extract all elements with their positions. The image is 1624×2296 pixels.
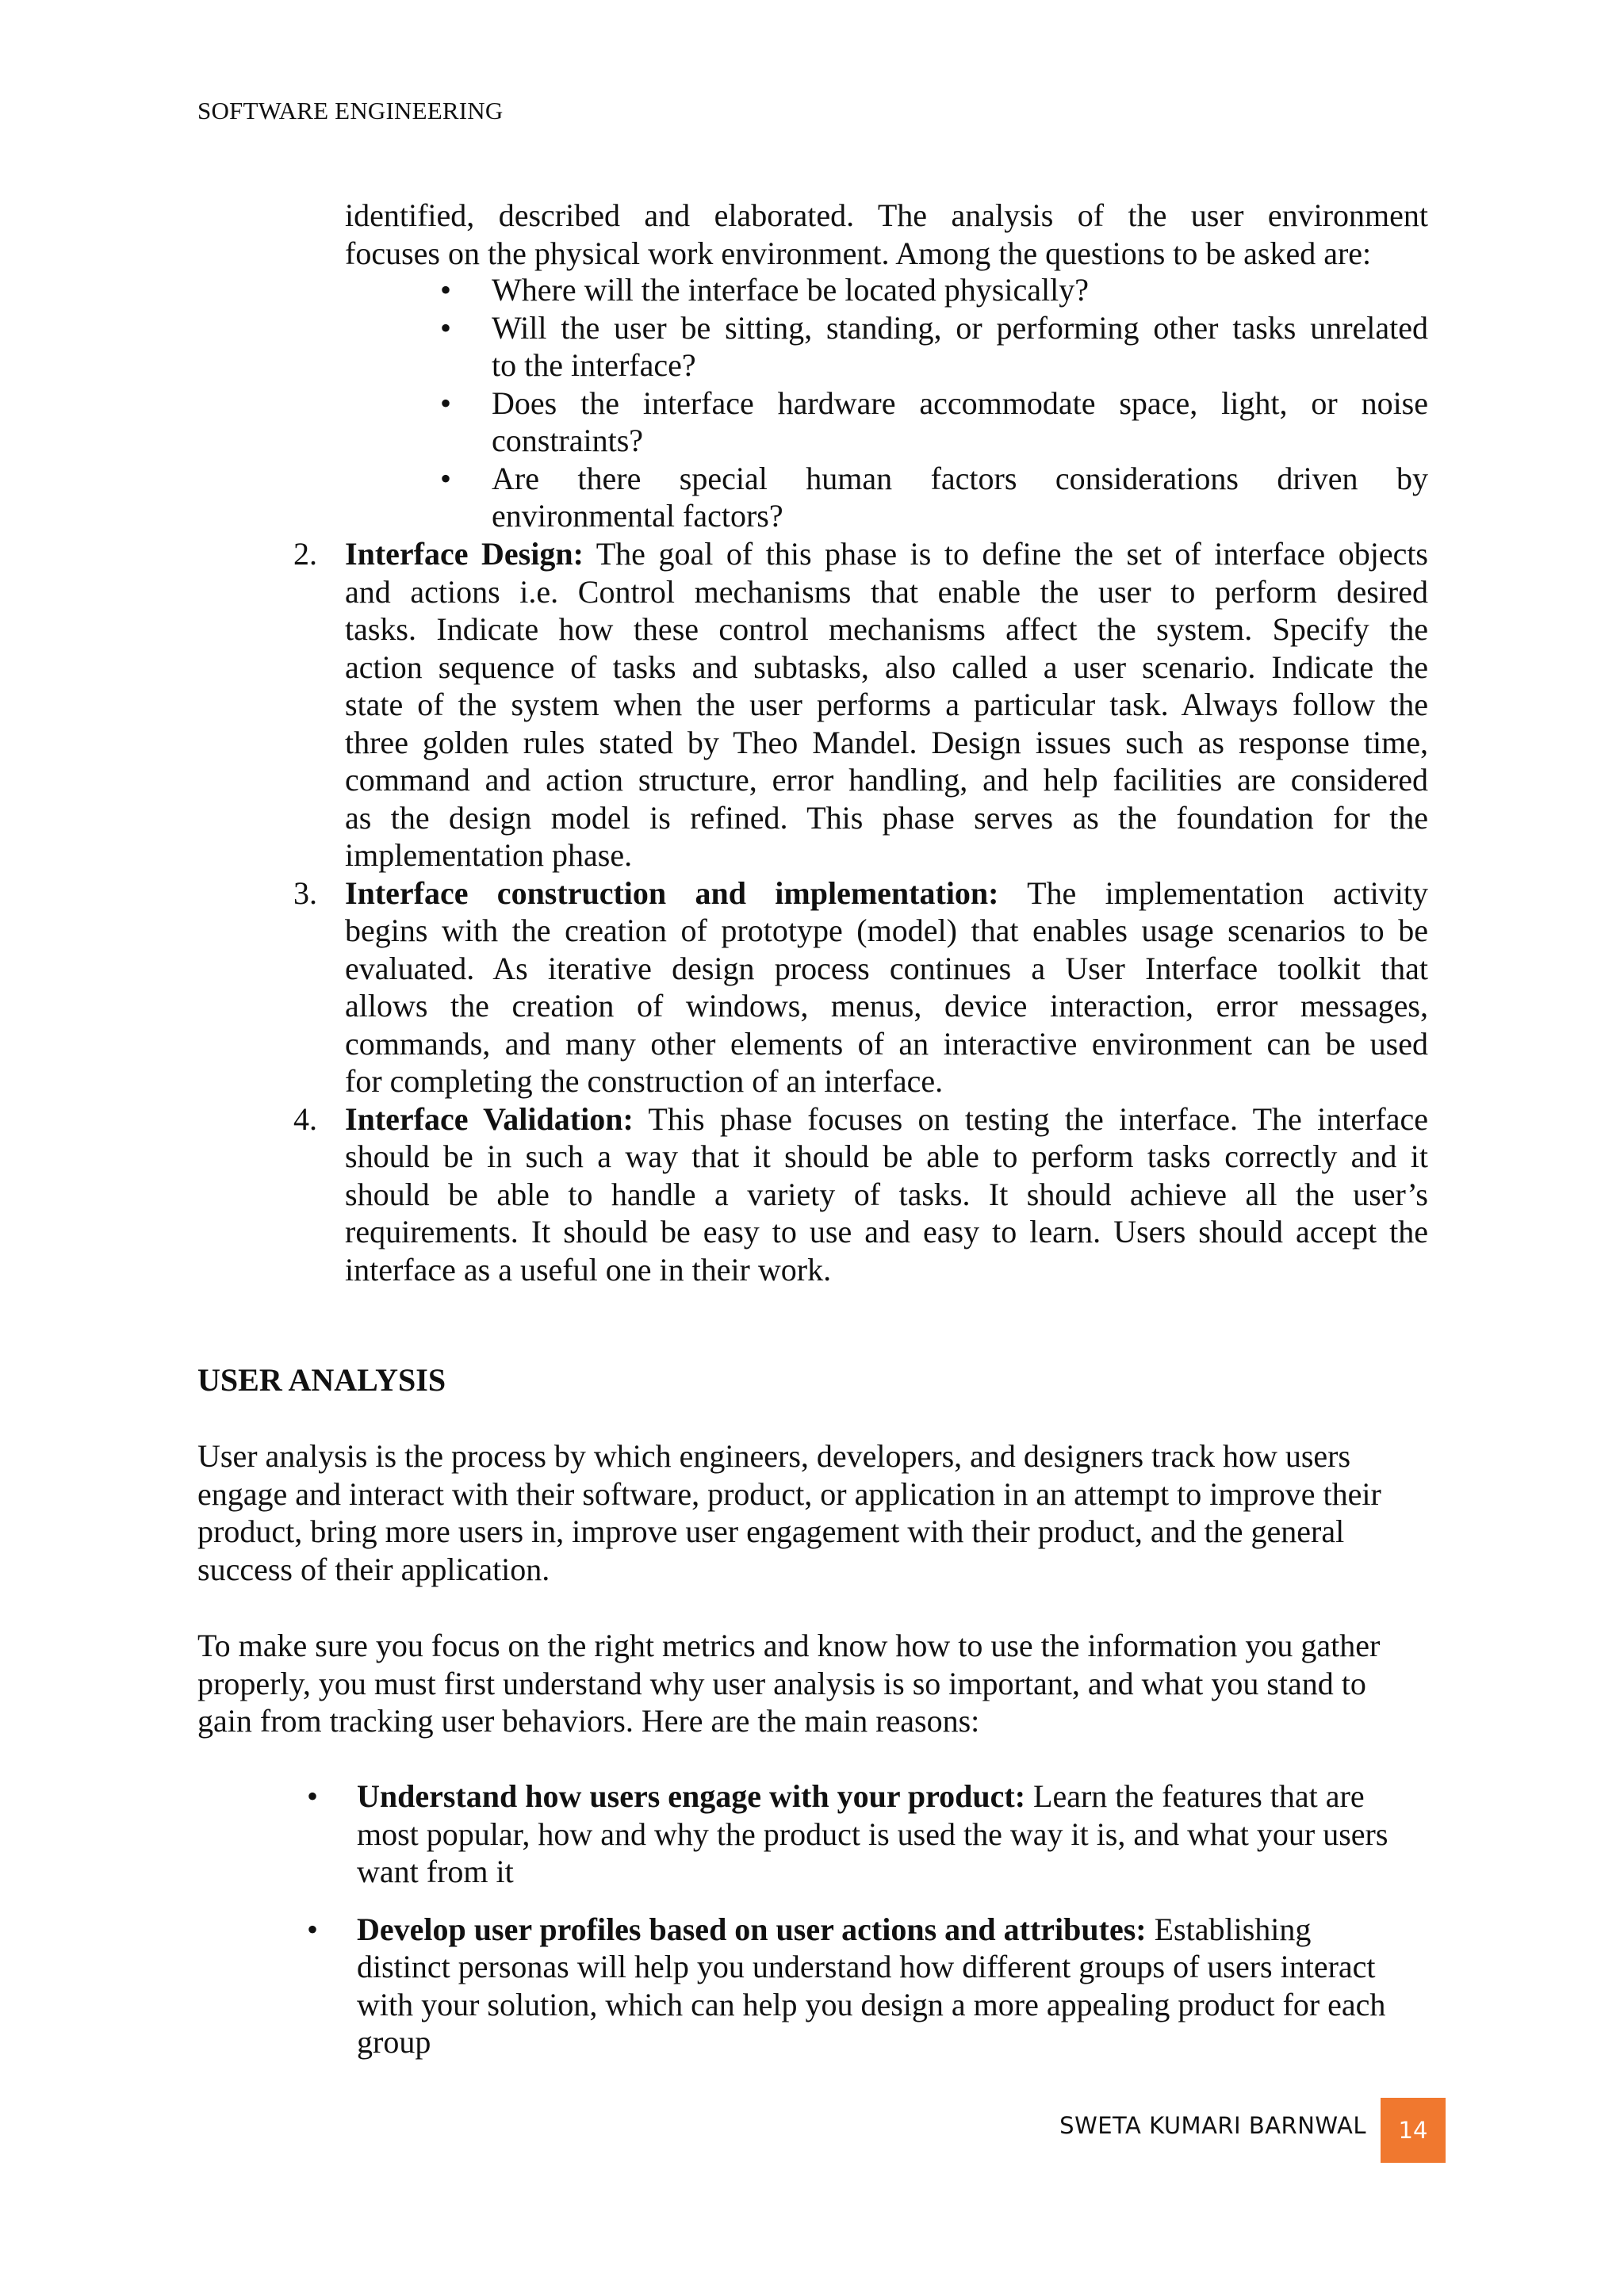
text-line: engage and interact with their software, product, or application in an attempt to improve their (197, 1475, 1381, 1512)
list-number: 2. (293, 536, 317, 572)
text-line (345, 1100, 1428, 1138)
text-line: to the interface? (492, 347, 696, 383)
text-line: should be able to handle a variety of tasks. It should achieve all the user’s (345, 1176, 1428, 1212)
text-line: product, bring more users in, improve user engagement with their product, and the general (197, 1513, 1345, 1549)
text-line: state of the system when the user performs a particular task. Always follow the (345, 687, 1428, 722)
text-line: begins with the creation of prototype (model) that enables usage scenarios to be (345, 913, 1428, 948)
text-line: environmental factors? (492, 498, 783, 534)
text-span: The goal of this phase is to define the set of interface objects (583, 536, 1429, 572)
text-line: and actions i.e. Control mechanisms that enable the user to perform desired (345, 573, 1428, 610)
list-item (440, 309, 1428, 385)
bullet-icon: • (307, 1911, 319, 1947)
list-item (307, 1911, 1433, 2061)
phase-item (293, 535, 1428, 874)
phases-list (293, 535, 1428, 1288)
text-line: focuses on the physical work environment. Among the questions to be asked are: (345, 235, 1372, 271)
list-item (440, 271, 1428, 309)
text-line (345, 874, 1428, 913)
list-number: 3. (293, 874, 317, 911)
text-line: evaluated. As iterative design process continues a User Interface toolkit that (345, 950, 1428, 986)
list-item (440, 460, 1428, 535)
phase-item (293, 874, 1428, 1100)
text-line: for completing the construction of an interface. (345, 1063, 944, 1099)
bullet-icon: • (440, 385, 452, 421)
text-line: gain from tracking user behaviors. Here are the main reasons: (197, 1703, 980, 1739)
paragraph (197, 1437, 1434, 1588)
text-span: Learn the features that are (1025, 1778, 1365, 1814)
section-heading: USER ANALYSIS (197, 1362, 446, 1398)
text-line: allows the creation of windows, menus, device interaction, error messages, (345, 988, 1428, 1024)
text-span: This phase focuses on testing the interface. The interface (633, 1100, 1429, 1137)
text-line: should be in such a way that it should be able to perform tasks correctly and it (345, 1138, 1428, 1174)
text-line: Are there special human factors considerations driven by (492, 460, 1428, 496)
text-line: commands, and many other elements of an interactive environment can be used (345, 1025, 1428, 1062)
list-number: 4. (293, 1100, 317, 1137)
phase-title: Interface Validation: (345, 1100, 634, 1137)
text-line: most popular, how and why the product is used the way it is, and what your users (357, 1816, 1388, 1852)
text-line: with your solution, which can help you design a more appealing product for each (357, 1986, 1386, 2022)
bullet-icon: • (440, 460, 452, 496)
text-line: want from it (357, 1854, 514, 1889)
phase-title: Interface Design: (345, 536, 584, 572)
environment-questions-list (440, 271, 1428, 535)
text-line: tasks. Indicate how these control mechanisms affect the system. Specify the (345, 611, 1428, 647)
text-line: group (357, 2024, 431, 2060)
text-line: success of their application. (197, 1551, 550, 1587)
reasons-list (307, 1777, 1433, 2081)
text-line: interface as a useful one in their work. (345, 1251, 832, 1288)
text-line: action sequence of tasks and subtasks, also called a user scenario. Indicate the (345, 649, 1428, 685)
bullet-icon: • (440, 272, 452, 308)
text-line: To make sure you focus on the right metrics and know how to use the information you gather (197, 1628, 1381, 1663)
text-line: implementation phase. (345, 837, 633, 873)
list-item (440, 385, 1428, 460)
running-header: SOFTWARE ENGINEERING (197, 97, 504, 124)
intro-paragraph (345, 197, 1428, 272)
text-line: requirements. It should be easy to use and easy to learn. Users should accept the (345, 1214, 1428, 1249)
footer-author: SWETA KUMARI BARNWAL (1059, 2112, 1366, 2139)
text-line: as the design model is refined. This phase serves as the foundation for the (345, 799, 1428, 836)
text-line: Where will the interface be located physically? (492, 272, 1089, 308)
text-line: three golden rules stated by Theo Mandel. Design issues such as response time, (345, 724, 1428, 760)
text-line (357, 1777, 1433, 1816)
list-item (307, 1777, 1433, 1891)
text-line (357, 1911, 1433, 1949)
text-line: User analysis is the process by which engineers, developers, and designers track how users (197, 1438, 1351, 1474)
page-number-badge: 14 (1381, 2098, 1446, 2163)
text-line: constraints? (492, 423, 644, 458)
paragraph (197, 1627, 1434, 1740)
text-line: command and action structure, error handling, and help facilities are considered (345, 762, 1428, 798)
text-line: distinct personas will help you understand how different groups of users interact (357, 1949, 1376, 1984)
bullet-icon: • (307, 1778, 319, 1814)
text-span: Establishing (1146, 1911, 1312, 1947)
text-line: identified, described and elaborated. The analysis of the user environment (345, 197, 1428, 233)
reason-title: Understand how users engage with your product: (357, 1778, 1026, 1814)
text-line: properly, you must first understand why user analysis is so important, and what you stand to (197, 1665, 1366, 1701)
phase-item (293, 1100, 1428, 1289)
bullet-icon: • (440, 309, 452, 346)
text-line: Does the interface hardware accommodate space, light, or noise (492, 385, 1428, 421)
text-line (345, 535, 1428, 573)
text-line: Will the user be sitting, standing, or performing other tasks unrelated (492, 309, 1428, 346)
phase-title: Interface construction and implementation: (345, 874, 999, 911)
text-span: The implementation activity (998, 874, 1429, 911)
reason-title: Develop user profiles based on user actions and attributes: (357, 1911, 1147, 1947)
